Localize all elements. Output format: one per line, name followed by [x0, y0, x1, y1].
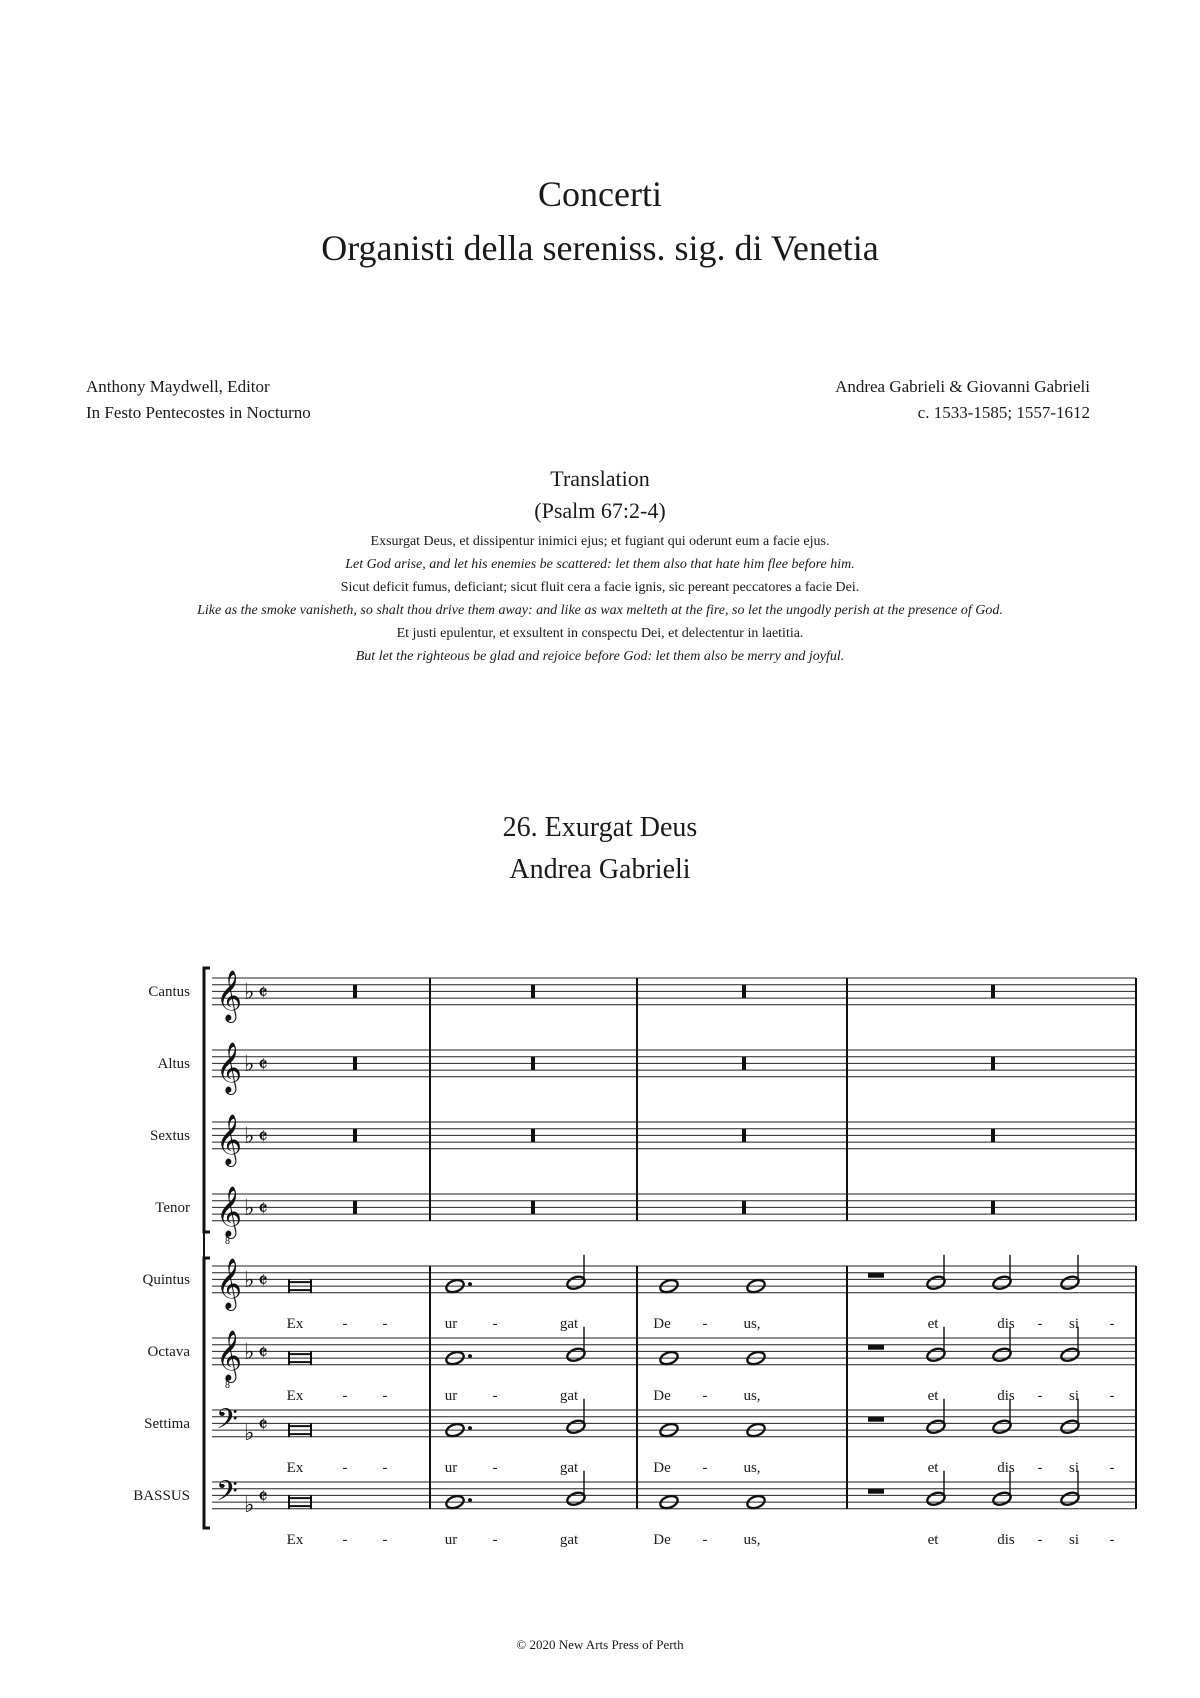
half-note-icon	[926, 1347, 947, 1363]
cut-time-icon: 𝄵	[258, 1196, 268, 1221]
staff-name: Tenor	[155, 1200, 190, 1216]
staff-bassus	[133, 1471, 1136, 1548]
lyric-syllable: si	[1068, 1460, 1080, 1476]
treble-clef-icon: 𝄞	[216, 1043, 243, 1092]
half-note-icon	[1060, 1347, 1081, 1363]
treble-clef-icon: 𝄞	[216, 971, 243, 1020]
lyric-syllable: -	[702, 1532, 708, 1548]
lyric-syllable: us,	[743, 1532, 761, 1548]
english-verse: Like as the smoke vanisheth, so shalt thou drive them away: and like as wax melteth at the fire, so let the ungodly perish at the presence of God.	[197, 603, 1003, 618]
staff-octava	[148, 1327, 1136, 1437]
flat-key-icon: ♭	[244, 1339, 255, 1364]
lyric-syllable: -	[702, 1388, 708, 1404]
collection-subtitle: Organisti della sereniss. sig. di Venetia	[321, 228, 879, 268]
lyric-syllable: us,	[743, 1316, 761, 1332]
treble-clef-icon: 𝄞	[216, 1259, 243, 1308]
lyric-syllable: Ex	[286, 1388, 304, 1404]
lyric-syllable: gat	[559, 1532, 579, 1548]
lyric-syllable: dis	[997, 1460, 1015, 1476]
lyric-syllable: Ex	[286, 1532, 304, 1548]
half-note-icon	[992, 1275, 1013, 1291]
half-note-icon	[926, 1275, 947, 1291]
lyric-syllable: De	[653, 1532, 671, 1548]
lyric-syllable: -	[382, 1460, 388, 1476]
lyric-syllable: Ex	[286, 1460, 304, 1476]
lyric-syllable: et	[927, 1460, 939, 1476]
lyric-syllable: ur	[444, 1316, 458, 1332]
breve-rest-icon	[531, 1129, 535, 1142]
composer-names: Andrea Gabrieli & Giovanni Gabrieli	[835, 377, 1090, 396]
breve-rest-icon	[742, 1201, 746, 1214]
lyric-syllable: dis	[997, 1532, 1015, 1548]
latin-verse: Exsurgat Deus, et dissipentur inimici ejus; et fugiant qui oderunt eum a facie ejus.	[370, 534, 830, 549]
staff-cantus	[148, 971, 1136, 1077]
english-verse: But let the righteous be glad and rejoice before God: let them also be merry and joyful.	[355, 649, 845, 664]
staff-name: Quintus	[142, 1272, 190, 1288]
half-note-icon	[992, 1347, 1013, 1363]
bass-clef-icon: 𝄢	[216, 1477, 238, 1514]
lyric-syllable: gat	[559, 1316, 579, 1332]
lyric-syllable: dis	[997, 1316, 1015, 1332]
breve-rest-icon	[742, 1057, 746, 1070]
staff-name: Sextus	[149, 1128, 190, 1144]
flat-key-icon: ♭	[244, 1267, 255, 1292]
staff-name: Octava	[147, 1344, 190, 1360]
half-note-icon	[566, 1275, 587, 1291]
staff-name: BASSUS	[133, 1488, 190, 1504]
dot-icon	[468, 1354, 472, 1358]
dot-icon	[468, 1426, 472, 1430]
breve-rest-icon	[531, 1057, 535, 1070]
lyric-syllable: gat	[559, 1388, 579, 1404]
lyric-syllable: -	[1109, 1388, 1115, 1404]
breve-rest-icon	[991, 985, 995, 998]
lyric-syllable: et	[927, 1316, 939, 1332]
half-note-icon	[926, 1491, 947, 1507]
lyric-syllable: us,	[743, 1460, 761, 1476]
treble-clef-icon: 𝄞	[216, 1115, 243, 1164]
lyric-syllable: -	[492, 1532, 498, 1548]
breve-rest-icon	[353, 1201, 357, 1214]
copyright-notice: © 2020 New Arts Press of Perth	[516, 1637, 684, 1652]
lyric-syllable: -	[342, 1532, 348, 1548]
breve-rest-icon	[531, 985, 535, 998]
half-note-icon	[566, 1347, 587, 1363]
half-rest-icon	[868, 1273, 884, 1278]
lyric-syllable: -	[1109, 1460, 1115, 1476]
half-note-icon	[926, 1419, 947, 1435]
lyric-syllable: -	[1037, 1460, 1043, 1476]
half-note-icon	[992, 1491, 1013, 1507]
treble-clef-icon: 𝄞	[216, 1187, 243, 1236]
half-note-icon	[566, 1491, 587, 1507]
breve-rest-icon	[353, 1057, 357, 1070]
octave-mark: 8	[225, 1380, 230, 1391]
breve-rest-icon	[353, 985, 357, 998]
lyric-syllable: ur	[444, 1532, 458, 1548]
lyric-syllable: De	[653, 1460, 671, 1476]
piece-composer: Andrea Gabrieli	[509, 854, 691, 885]
flat-key-icon: ♭	[244, 1195, 255, 1220]
staff-quintus	[142, 1255, 1136, 1365]
staff-tenor	[155, 1187, 1136, 1247]
lyric-syllable: -	[342, 1460, 348, 1476]
lyric-syllable: -	[1037, 1532, 1043, 1548]
flat-key-icon: ♭	[244, 979, 255, 1004]
staff-name: Altus	[157, 1056, 190, 1072]
bass-clef-icon: 𝄢	[216, 1405, 238, 1442]
cut-time-icon: 𝄵	[258, 1340, 268, 1365]
breve-rest-icon	[531, 1201, 535, 1214]
cut-time-icon: 𝄵	[258, 1124, 268, 1149]
half-rest-icon	[868, 1417, 884, 1422]
flat-key-icon: ♭	[244, 1051, 255, 1076]
staff-name: Settima	[144, 1416, 190, 1432]
latin-verse: Et justi epulentur, et exsultent in conspectu Dei, et delectentur in laetitia.	[396, 626, 804, 641]
lyric-syllable: De	[653, 1316, 671, 1332]
staff-altus	[157, 1043, 1136, 1149]
cut-time-icon: 𝄵	[258, 1052, 268, 1077]
lyric-syllable: -	[702, 1316, 708, 1332]
composer-dates: c. 1533-1585; 1557-1612	[917, 403, 1090, 422]
lyric-syllable: -	[342, 1316, 348, 1332]
staff-name: Cantus	[148, 984, 190, 1000]
lyric-syllable: -	[1109, 1316, 1115, 1332]
cut-time-icon: 𝄵	[258, 1412, 268, 1437]
editor-name: Anthony Maydwell, Editor	[86, 377, 270, 396]
breve-rest-icon	[742, 1129, 746, 1142]
lyric-syllable: -	[492, 1316, 498, 1332]
lyric-syllable: De	[653, 1388, 671, 1404]
breve-rest-icon	[991, 1057, 995, 1070]
flat-key-icon: ♭	[244, 1123, 255, 1148]
breve-rest-icon	[991, 1129, 995, 1142]
lyric-syllable: si	[1068, 1316, 1080, 1332]
lyric-syllable: -	[382, 1532, 388, 1548]
lyric-syllable: et	[927, 1532, 939, 1548]
half-note-icon	[1060, 1419, 1081, 1435]
cut-time-icon: 𝄵	[258, 980, 268, 1005]
lyric-syllable: -	[492, 1388, 498, 1404]
latin-verse: Sicut deficit fumus, deficiant; sicut fluit cera a facie ignis, sic pereant peccatores a facie Dei.	[340, 580, 860, 595]
staff-settima	[144, 1399, 1136, 1509]
cut-time-icon: 𝄵	[258, 1484, 268, 1509]
half-rest-icon	[868, 1345, 884, 1350]
flat-key-icon: ♭	[244, 1492, 255, 1517]
lyric-syllable: -	[1037, 1316, 1043, 1332]
lyric-syllable: -	[342, 1388, 348, 1404]
english-verse: Let God arise, and let his enemies be scattered: let them also that hate him flee before him.	[345, 557, 855, 572]
lyric-syllable: dis	[997, 1388, 1015, 1404]
octave-mark: 8	[225, 1236, 230, 1247]
lyric-syllable: -	[702, 1460, 708, 1476]
breve-rest-icon	[991, 1201, 995, 1214]
lyric-syllable: gat	[559, 1460, 579, 1476]
half-rest-icon	[868, 1489, 884, 1494]
lyric-syllable: -	[1109, 1532, 1115, 1548]
lyric-syllable: Ex	[286, 1316, 304, 1332]
lyric-syllable: us,	[743, 1388, 761, 1404]
lyric-syllable: -	[492, 1460, 498, 1476]
lyric-syllable: si	[1068, 1532, 1080, 1548]
half-note-icon	[992, 1419, 1013, 1435]
dot-icon	[468, 1498, 472, 1502]
half-note-icon	[566, 1419, 587, 1435]
lyric-syllable: ur	[444, 1460, 458, 1476]
lyric-syllable: si	[1068, 1388, 1080, 1404]
lyric-syllable: -	[382, 1316, 388, 1332]
flat-key-icon: ♭	[244, 1420, 255, 1445]
lyric-syllable: ur	[444, 1388, 458, 1404]
liturgical-occasion: In Festo Pentecostes in Nocturno	[86, 403, 311, 422]
half-note-icon	[1060, 1275, 1081, 1291]
translation-heading: Translation	[550, 466, 650, 491]
treble-clef-icon: 𝄞	[216, 1331, 243, 1380]
lyric-syllable: -	[382, 1388, 388, 1404]
breve-rest-icon	[742, 985, 746, 998]
half-note-icon	[1060, 1491, 1081, 1507]
lyric-syllable: et	[927, 1388, 939, 1404]
psalm-reference: (Psalm 67:2-4)	[534, 498, 666, 523]
piece-title: 26. Exurgat Deus	[502, 812, 698, 843]
cut-time-icon: 𝄵	[258, 1268, 268, 1293]
lyric-syllable: -	[1037, 1388, 1043, 1404]
staff-sextus	[150, 1115, 1136, 1221]
breve-rest-icon	[353, 1129, 357, 1142]
dot-icon	[468, 1282, 472, 1286]
collection-title: Concerti	[538, 174, 662, 214]
